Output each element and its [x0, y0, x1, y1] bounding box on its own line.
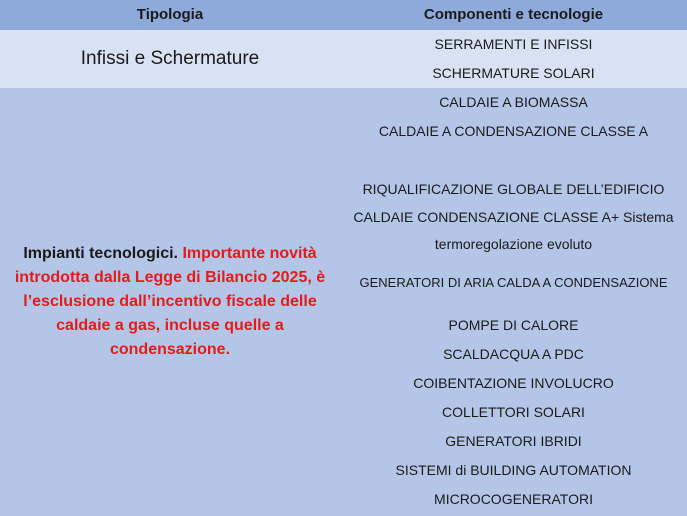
component-item: termoregolazione evoluto: [434, 236, 593, 252]
component-item: SISTEMI di BUILDING AUTOMATION: [395, 462, 632, 478]
typology-cell: [0, 88, 340, 516]
component-item: COIBENTAZIONE INVOLUCRO: [413, 375, 614, 391]
components-cell: [340, 30, 687, 88]
component-item: GENERATORI IBRIDI: [445, 433, 582, 449]
table-row: [0, 30, 687, 88]
component-item: COLLETTORI SOLARI: [442, 404, 585, 420]
component-item: MICROCOGENERATORI: [434, 491, 593, 507]
component-item: RIQUALIFICAZIONE GLOBALE DELL’EDIFICIO: [362, 181, 665, 197]
typology-note: Importante novità introdotta dalla Legge di Bilancio 2025, è l’esclusione dall’incentivo fiscale delle caldaie a gas, incluse quelle a condensazione.: [14, 245, 326, 358]
typology-prefix: Impianti tecnologici.: [23, 245, 178, 262]
component-item: GENERATORI DI ARIA CALDA A CONDENSAZIONE: [359, 275, 668, 290]
component-item: SCALDACQUA A PDC: [443, 346, 584, 362]
typology-cell: Infissi e Schermature: [80, 48, 260, 69]
component-item: POMPE DI CALORE: [448, 317, 579, 333]
table-row: [0, 88, 687, 516]
component-item: CALDAIE A CONDENSAZIONE CLASSE A: [378, 123, 649, 139]
header-typology: Tipologia: [136, 6, 204, 23]
components-cell: [340, 88, 687, 516]
header-components: Componenti e tecnologie: [423, 6, 604, 23]
component-item: CALDAIE A BIOMASSA: [439, 94, 588, 110]
table-header-row: [0, 0, 687, 30]
component-item: SERRAMENTI E INFISSI: [434, 36, 593, 52]
component-item: SCHERMATURE SOLARI: [432, 65, 595, 81]
component-item: CALDAIE CONDENSAZIONE CLASSE A+ Sistema: [353, 209, 674, 225]
typology-text: [5, 242, 335, 362]
